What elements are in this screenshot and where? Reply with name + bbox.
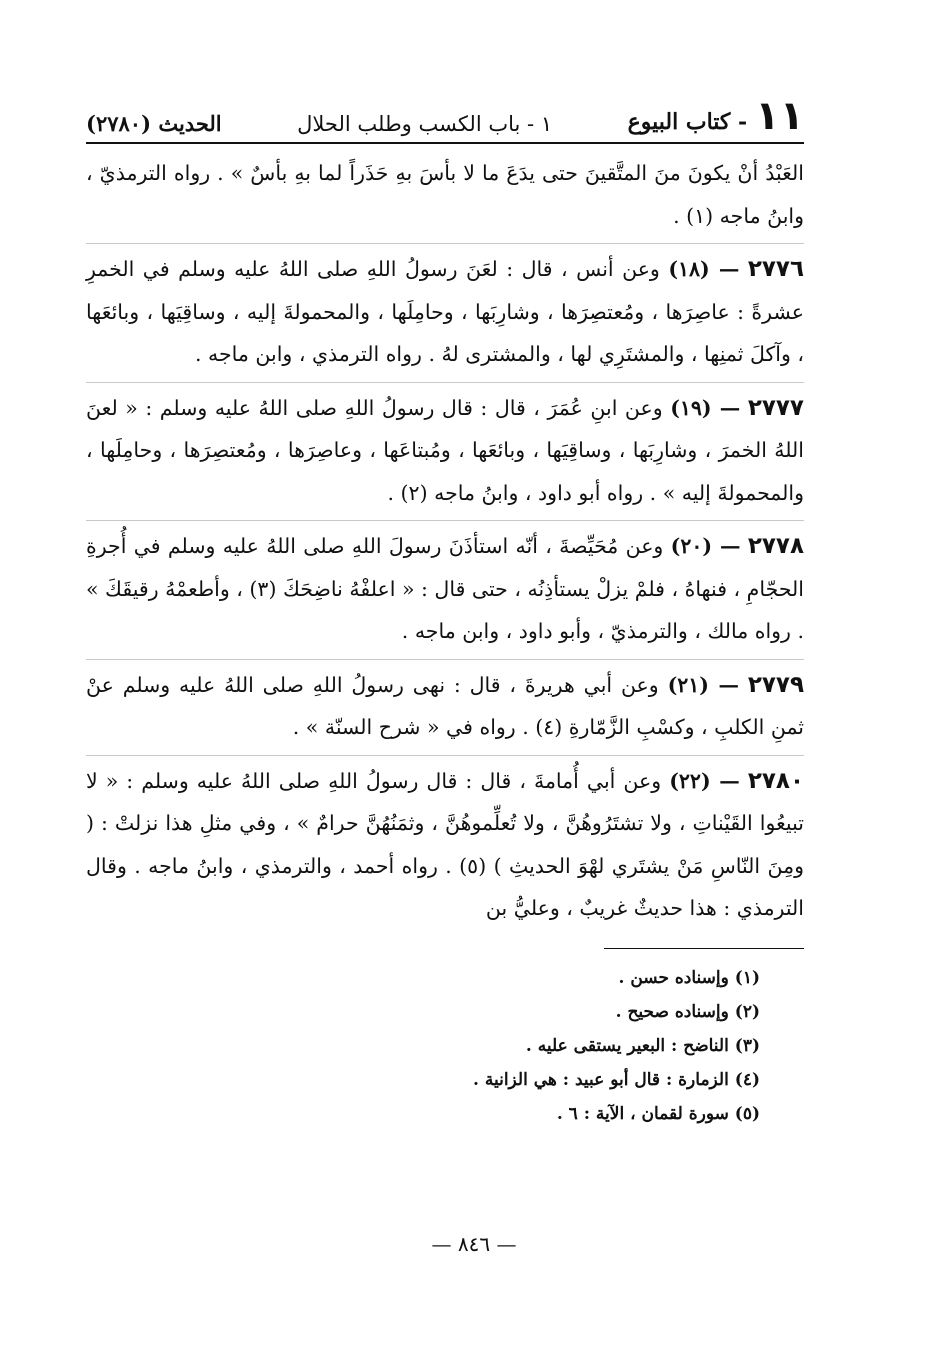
hadith-paragraph — [86, 520, 804, 659]
footnote-1: (١) وإسناده حسن . — [618, 967, 760, 988]
hadith-number: ٢٧٧٧ — [747, 394, 804, 421]
hadith-sub-number: — (٢٢) — [669, 768, 740, 793]
hadith-text: وعن مُحَيِّصةَ ، أنّه استأذَنَ رسولَ اللهِ صلى اللهُ عليه وسلم في أُجرةِ الحجّامِ ، فنهاهُ ، فلمْ يزلْ يستأذِنُه ، حتى قال : « اعلفْهُ ناضِحَكَ (٣) ، وأطعمْهُ رقيقَكَ » . رواه مالك ، والترمذيّ ، وأبو داود ، وابن ماجه . — [86, 534, 804, 643]
footnote-5: (٥) سورة لقمان ، الآية : ٦ . — [556, 1103, 760, 1124]
book-title: - كتاب البيوع — [627, 109, 748, 135]
hadith-text: وعن أبي أُمامةَ ، قال : قال رسولُ اللهِ صلى اللهُ عليه وسلم : « لا تبيعُوا القَيْناتِ ، ولا تشتَرُوهُنَّ ، ولا تُعلِّموهُنَّ ، وثمَنُهُنَّ حرامٌ » ، وفي مثلِ هذا نزلتْ : ( ومِنَ النّاسِ مَنْ يشتَري لهْوَ الحديثِ ) (٥) . رواه أحمد ، والترمذي ، وابنُ ماجه . وقال الترمذي : هذا حديثٌ غريبٌ ، وعليُّ بن — [86, 768, 804, 920]
hadith-paragraph — [86, 243, 804, 382]
hadith-number: ٢٧٨٠ — [747, 767, 804, 794]
hadith-sub-number: — (١٨) — [668, 257, 740, 281]
footnote-3: (٣) الناضح : البعير يستقى عليه . — [525, 1035, 760, 1056]
running-header — [86, 88, 804, 144]
hadith-number: ٢٧٧٦ — [747, 256, 804, 282]
book-heading — [627, 93, 804, 139]
paragraph-continuation — [86, 152, 804, 243]
hadith-sub-number: — (٢٠) — [670, 534, 741, 558]
footnote-separator — [604, 948, 804, 949]
chapter-title: ١ - باب الكسب وطلب الحلال — [297, 112, 553, 136]
hadith-text: وعن ابنِ عُمَرَ ، قال : قال رسولُ اللهِ صلى اللهُ عليه وسلم : « لعنَ اللهُ الخمرَ ، وشارِبَها ، وساقِيَها ، وبائعَها ، ومُبتاعَها ، وعاصِرَها ، ومُعتصِرَها ، وحامِلَها ، والمحمولةَ إليه » . رواه أبو داود ، وابنُ ماجه (٢) . — [86, 395, 804, 505]
footnote-4: (٤) الزمارة : قال أبو عبيد : هي الزانية . — [473, 1069, 760, 1090]
paragraph-text: العَبْدُ أنْ يكونَ منَ المتَّقينَ حتى يدَعَ ما لا بأسَ بهِ حَذَراً لما بهِ بأسٌ » . رواه الترمذيّ ، وابنُ ماجه (١) . — [86, 161, 804, 228]
footnote-2: (٢) وإسناده صحيح . — [615, 1001, 760, 1022]
hadith-range: الحديث (٢٧٨٠) — [86, 111, 222, 136]
main-text — [86, 152, 804, 936]
footnotes — [86, 961, 760, 1131]
hadith-text: وعن أنس ، قال : لعَنَ رسولُ اللهِ صلى اللهُ عليه وسلم في الخمرِ عشرةً : عاصِرَها ، ومُعتصِرَها ، وشارِبَها ، وحامِلَها ، والمحمولةَ إليه ، وساقِيَها ، وبائعَها ، وآكلَ ثمنِها ، والمشتَرِي لها ، والمشترى لهُ . رواه الترمذي ، وابن ماجه . — [86, 257, 804, 366]
hadith-number: ٢٧٧٩ — [747, 671, 804, 698]
hadith-paragraph — [86, 382, 804, 521]
hadith-paragraph — [86, 755, 804, 936]
hadith-paragraph — [86, 659, 804, 755]
hadith-number: ٢٧٧٨ — [747, 533, 804, 559]
book-page — [86, 88, 804, 1131]
hadith-sub-number: — (٢١) — [667, 672, 739, 697]
hadith-text: وعن أبي هريرةَ ، قال : نهى رسولُ اللهِ صلى اللهُ عليه وسلم عنْ ثمنِ الكلبِ ، وكسْبِ الزَّمّارةِ (٤) . رواه في « شرح السنّة » . — [86, 672, 804, 739]
page-number: — ٨٤٦ — — [431, 1232, 517, 1256]
book-number: ١١ — [755, 93, 804, 139]
hadith-sub-number: — (١٩) — [670, 395, 741, 420]
